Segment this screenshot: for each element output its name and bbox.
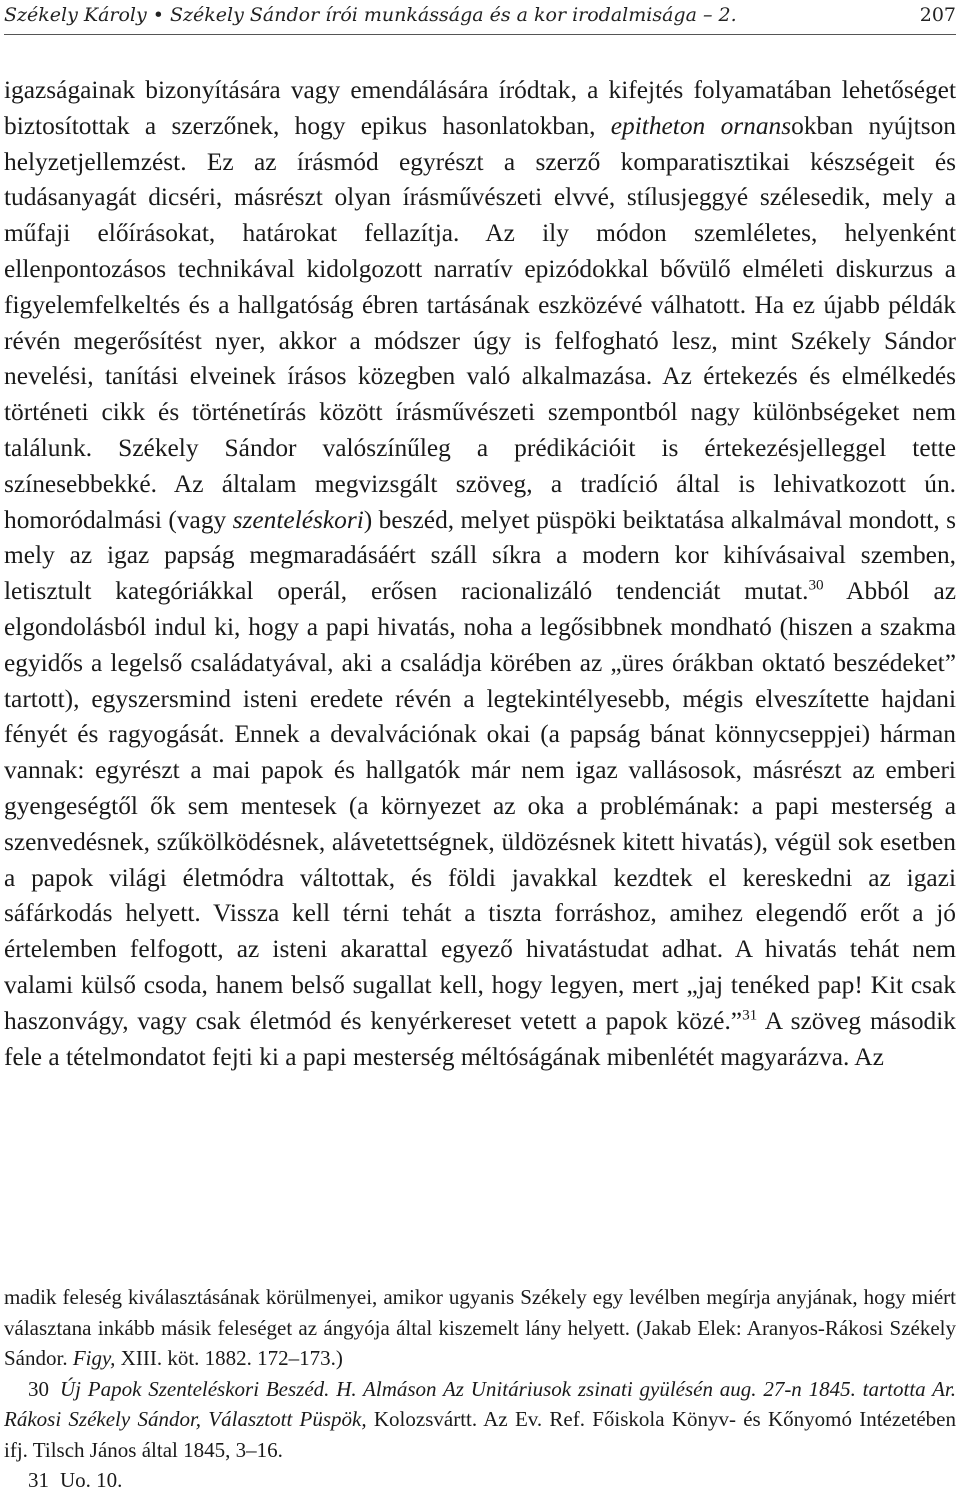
italic-term: epitheton ornans (610, 111, 792, 140)
text-run: A szöveg második fele a tételmondatot fejti ki a papi mesterség méltóságának mibenlétét magyarázva. Az (4, 1006, 956, 1071)
footnote-number: 31 (28, 1468, 49, 1492)
text-run: igazságainak bizonyítására vagy emendálására íródtak, a kifejtés folyamatában lehetőséget biztosítottak a szerzőnek, hogy epikus hasonlatokban, (4, 76, 956, 140)
running-title: Székely Károly • Székely Sándor írói munkássága és a kor irodalmisága – 2. (4, 4, 737, 26)
footnotes (4, 1282, 956, 1496)
text-run: Abból az elgondolásból indul ki, hogy a papi hivatás, noha a legősibbnek mondható (hiszen a szakma egyidős a legelső családatyával, aki a családja körében az „üres órákban oktató beszédeket” tartott), egyszersmind isteni eredete révén a legtekintélyesebb, mégis elveszítette hajdani fényét és ragyogását. Ennek a devalvációnak okai (a papság bánat könnycseppjei) hárman vannak: egyrészt a mai papok és hallgatók már nem igaz vallásosok, másrészt az emberi gyengeségtől ők sem mentesek (a környezet az oka a problémának: a papi mesterség a szenvedésnek, szűkölködésnek, alávetettségnek, üldözésnek kitett hivatás), végül sok esetben a papok világi életmódra váltottak, és földi javakkal kezdtek el kereskedni az igazi sáfárkodás helyett. Vissza kell térni tehát a tiszta forráshoz, amihez elegendő erőt a jó értelemben felfogott, az isteni akarattal egyező hivatástudat adhat. A hivatás tehát nem valami külső csoda, hanem belső sugallat kell, hogy legyen, mert „jaj tenéked pap! Kit csak haszonvágy, vagy csak életmód és kenyérkereset vetett a papok közé.” (4, 577, 957, 1035)
footnote-31 (4, 1465, 956, 1496)
text-run: madik feleség kiválasztásának körülmenyei, amikor ugyanis Székely egy levélben megírja anyjának, hogy miért választana inkább másik feleséget az ángyója által kiszemelt lány helyett. (Jakab Elek: Aranyos-Rákosi Székely Sándor. (4, 1285, 956, 1370)
page-number: 207 (919, 4, 956, 26)
main-text (4, 73, 956, 1075)
footnote-30 (4, 1374, 956, 1466)
text-run: Kolozsvártt. Az Ev. Ref. Főiskola Könyv- és Kőnyomó Intézetében ifj. Tilsch János által 1845, 3–16. (4, 1407, 956, 1462)
text-run: ) beszéd, melyet püspöki beiktatása alkalmával mondott, s mely az igaz papság megmaradásáért száll síkra a modern kor kihívásaival szemben, letisztult kategóriákkal operál, erősen racionalizáló tendenciát mutat. (4, 505, 956, 606)
text-run: okban nyújtson helyzetjellemzést. Ez az írásmód egyrészt a szerző komparatisztikai készségeit és tudásanyagát dicséri, másrészt olyan írásművészeti elvvé, stílusjeggyé szélesedik, mely a műfaji előírásokat, határokat fellazítja. Az ily módon szemléletes, helyenként ellenpontozásos technikával kidolgozott narratív epizódokkal bővülő elméleti diskurzus a figyelemfelkeltés és a hallgatóság ébren tartásának eszközévé válhatott. Ha ez újabb példák révén megerősítést nyer, akkor a módszer úgy is felfogható lesz, mint Székely Sándor nevelési, tanítási elveinek írásos közegben való alkalmazása. Az értekezés és elmélkedés történeti cikk és történetírás között írásművészeti szempontból nagy különbségeket nem találunk. Székely Sándor valószínűleg a prédikációit is értekezésjelleggel tette színesebbekké. Az általam megvizsgált szöveg, a tradíció által is lehivatkozott ún. homoródalmási (vagy (4, 111, 956, 534)
footnote-number: 30 (28, 1376, 49, 1401)
italic-term: szenteléskori (232, 505, 364, 534)
text-run: Uo. 10. (60, 1468, 123, 1492)
footnote-ref-30[interactable]: 30 (808, 576, 824, 594)
italic-term: Új Papok Szenteléskori Beszéd. H. Almáson Az Unitáriusok zsinati gyülésén aug. 27-n 1845. tartotta Ar. Rákosi Székely Sándor, Választott Püspök, (4, 1376, 956, 1431)
body-paragraph (4, 73, 956, 1075)
italic-term: Figy, (72, 1346, 116, 1370)
running-head (4, 0, 956, 35)
footnote-continuation (4, 1282, 956, 1374)
footnote-ref-31[interactable]: 31 (742, 1006, 758, 1024)
text-run: XIII. köt. 1882. 172–173.) (115, 1346, 343, 1370)
